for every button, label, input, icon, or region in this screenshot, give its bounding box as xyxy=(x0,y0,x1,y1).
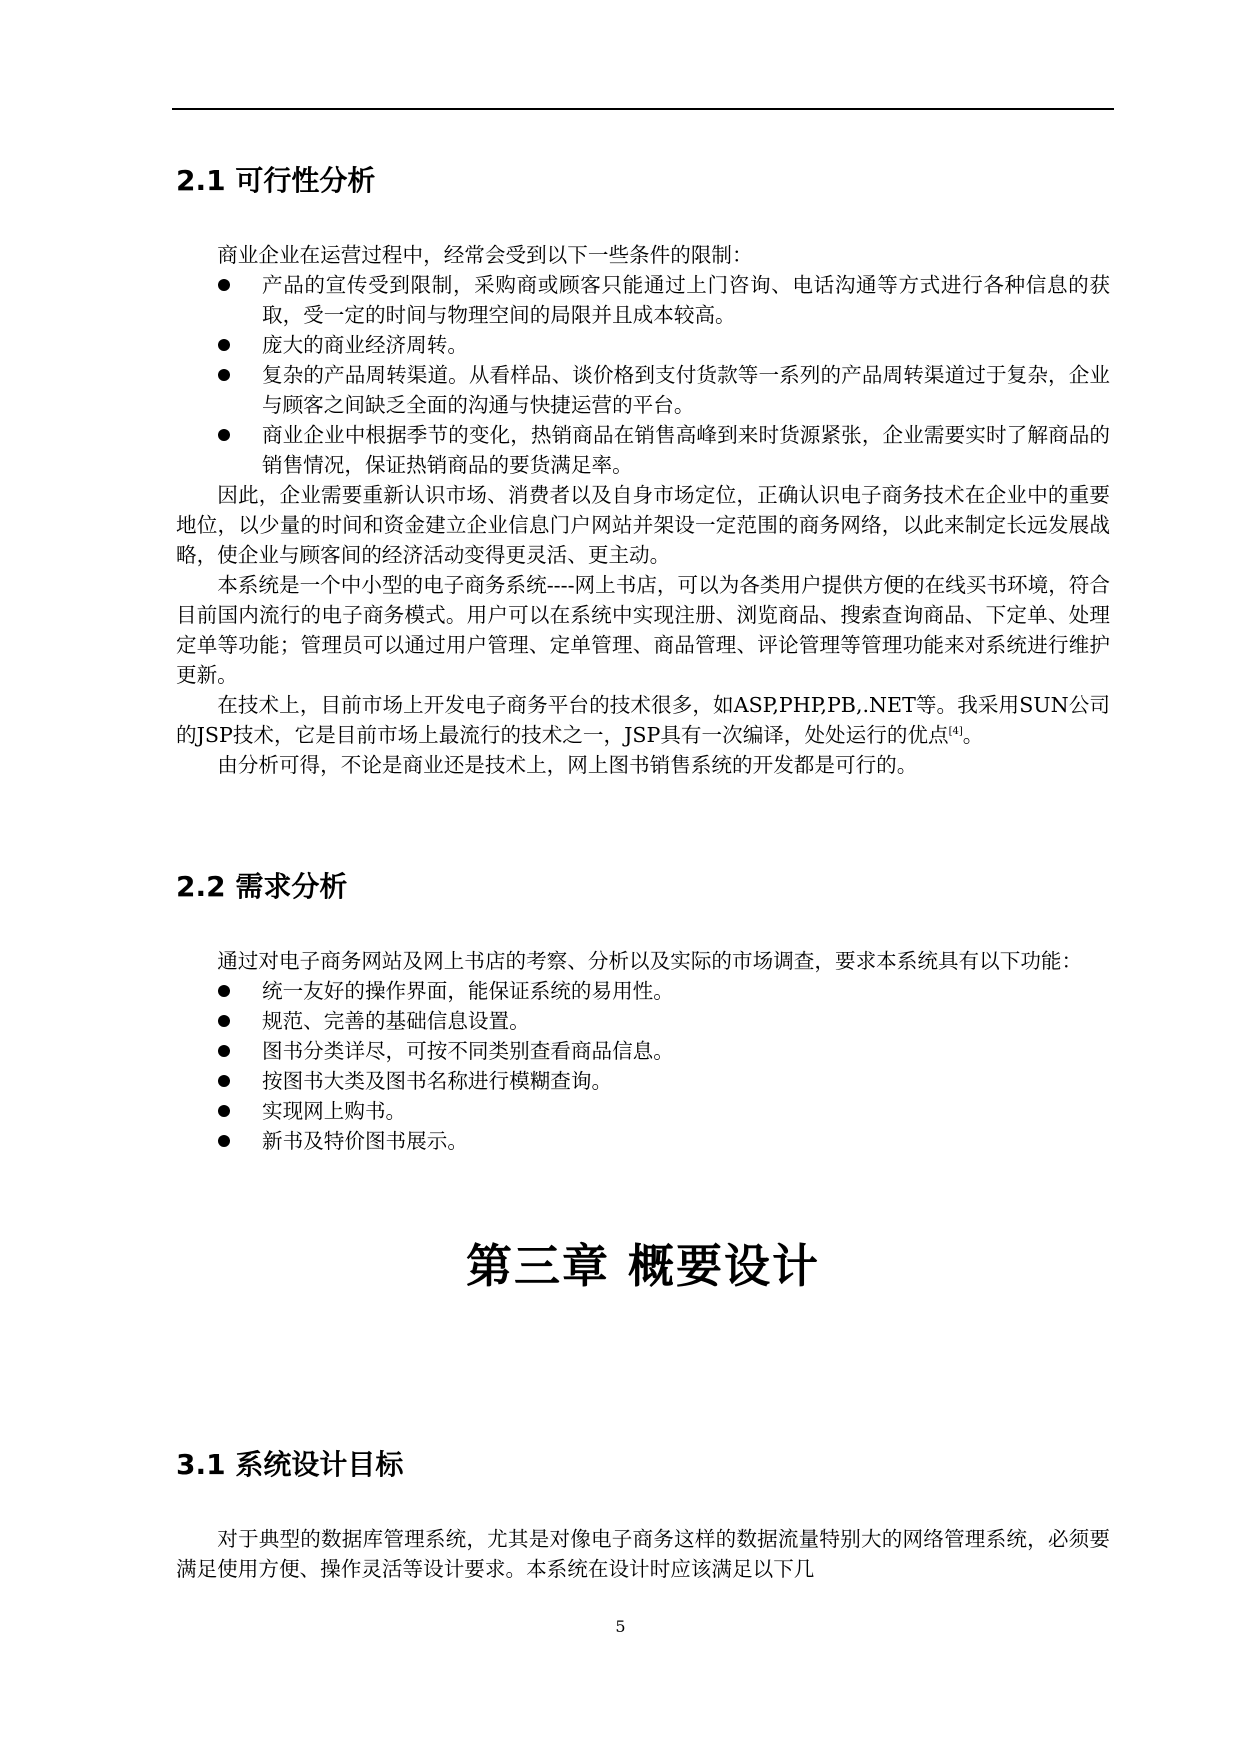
list-item: 统一友好的操作界面，能保证系统的易用性。 xyxy=(170,976,1110,1006)
list-item: 实现网上购书。 xyxy=(170,1096,1110,1126)
list-item: 规范、完善的基础信息设置。 xyxy=(170,1006,1110,1036)
paragraph: 因此，企业需要重新认识市场、消费者以及自身市场定位，正确认识电子商务技术在企业中的重要地位，以少量的时间和资金建立企业信息门户网站并架设一定范围的商务网络，以此来制定长远发展战略，使企业与顾客间的经济活动变得更灵活、更主动。 xyxy=(176,483,1110,567)
bullet-icon xyxy=(218,339,230,351)
section-heading-2-2: 2.2 需求分析 xyxy=(176,870,348,903)
list-item: 庞大的商业经济周转。 xyxy=(170,330,1110,360)
paragraph: 本系统是一个中小型的电子商务系统----网上书店，可以为各类用户提供方便的在线买书环境，符合目前国内流行的电子商务模式。用户可以在系统中实现注册、浏览商品、搜索查询商品、下定单、处理定单等功能；管理员可以通过用户管理、定单管理、商品管理、评论管理等管理功能来对系统进行维护更新。 xyxy=(176,573,1110,687)
list-item: 按图书大类及图书名称进行模糊查询。 xyxy=(170,1066,1110,1096)
list-item: 图书分类详尽，可按不同类别查看商品信息。 xyxy=(170,1036,1110,1066)
paragraph-tech: 在技术上，目前市场上开发电子商务平台的技术很多，如ASP,PHP,PB,.NET等。我采用SUN公司的JSP技术，它是目前市场上最流行的技术之一，JSP具有一次编译，处处运行的优点[4]。 xyxy=(176,693,1110,747)
bullet-icon xyxy=(218,1105,230,1117)
paragraph: 商业企业在运营过程中，经常会受到以下一些条件的限制： xyxy=(217,243,753,267)
section-body-2-1 xyxy=(176,240,1110,780)
list-item: 复杂的产品周转渠道。从看样品、谈价格到支付货款等一系列的产品周转渠道过于复杂，企业与顾客之间缺乏全面的沟通与快捷运营的平台。 xyxy=(170,360,1110,420)
section-body-2-2 xyxy=(176,946,1110,1156)
bullet-icon xyxy=(218,1135,230,1147)
section-heading-3-1: 3.1 系统设计目标 xyxy=(176,1448,404,1481)
list-item: 商业企业中根据季节的变化，热销商品在销售高峰到来时货源紧张，企业需要实时了解商品的销售情况，保证热销商品的要货满足率。 xyxy=(170,420,1110,480)
header-rule xyxy=(172,108,1114,110)
bullet-list xyxy=(176,270,1110,480)
list-item: 新书及特价图书展示。 xyxy=(170,1126,1110,1156)
paragraph: 通过对电子商务网站及网上书店的考察、分析以及实际的市场调查，要求本系统具有以下功能： xyxy=(217,949,1083,973)
list-item: 产品的宣传受到限制，采购商或顾客只能通过上门咨询、电话沟通等方式进行各种信息的获取，受一定的时间与物理空间的局限并且成本较高。 xyxy=(170,270,1110,330)
bullet-icon xyxy=(218,369,230,381)
bullet-icon xyxy=(218,1075,230,1087)
bullet-icon xyxy=(218,279,230,291)
page-number: 5 xyxy=(615,1617,626,1636)
citation-marker: [4] xyxy=(948,726,963,738)
paragraph: 由分析可得，不论是商业还是技术上，网上图书销售系统的开发都是可行的。 xyxy=(217,753,918,777)
chapter-title: 第三章 概要设计 xyxy=(465,1239,820,1293)
section-body-3-1 xyxy=(176,1524,1110,1584)
bullet-icon xyxy=(218,1045,230,1057)
paragraph: 对于典型的数据库管理系统，尤其是对像电子商务这样的数据流量特别大的网络管理系统，必须要满足使用方便、操作灵活等设计要求。本系统在设计时应该满足以下几 xyxy=(176,1527,1110,1581)
bullet-icon xyxy=(218,429,230,441)
bullet-icon xyxy=(218,1015,230,1027)
bullet-icon xyxy=(218,985,230,997)
bullet-list xyxy=(176,976,1110,1156)
section-heading-2-1: 2.1 可行性分析 xyxy=(176,164,376,197)
